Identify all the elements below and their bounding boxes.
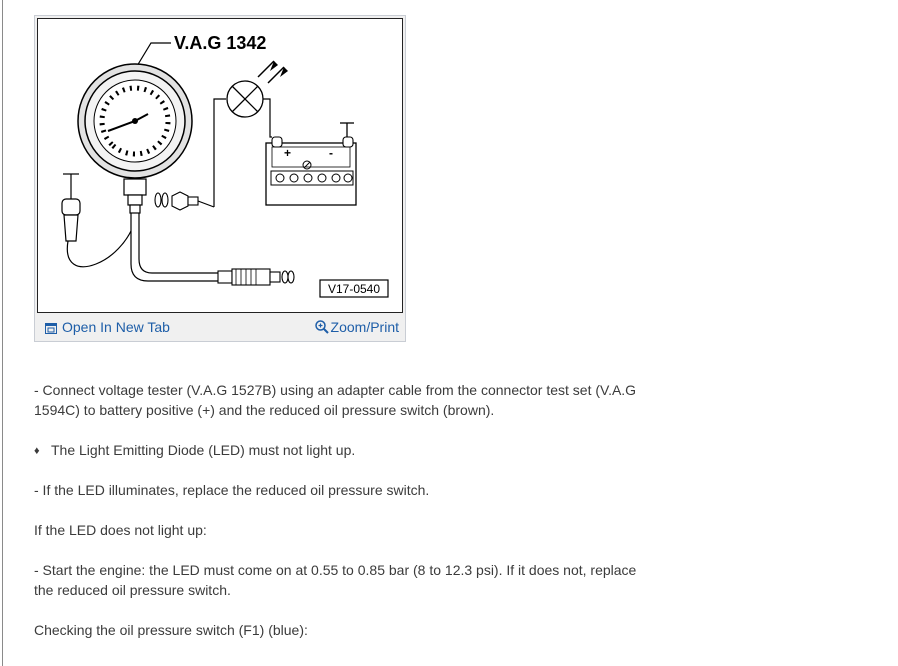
condition-led-not-lit: If the LED does not light up: xyxy=(34,522,207,538)
step-connect-line-2: 1594C) to battery positive (+) and the reduced oil pressure switch (brown). xyxy=(34,402,495,418)
battery-negative-mark: - xyxy=(329,146,333,160)
note-led-off xyxy=(34,440,654,461)
step-replace-if-lit: - If the LED illuminates, replace the reduced oil pressure switch. xyxy=(34,482,430,498)
wiring-diagram-image xyxy=(37,18,403,313)
light-rays xyxy=(258,61,288,83)
step-start-line-2: the reduced oil pressure switch. xyxy=(34,582,231,598)
open-in-new-tab-icon xyxy=(45,321,57,337)
figure-toolbar xyxy=(35,314,405,341)
open-in-new-tab-label: Open In New Tab xyxy=(62,319,170,335)
test-lamp xyxy=(227,81,263,117)
wire-switch-to-lamp xyxy=(214,99,226,207)
open-in-new-tab-link[interactable] xyxy=(45,319,170,337)
magnifier-zoom-icon xyxy=(315,320,329,337)
zoom-print-link[interactable] xyxy=(315,319,399,337)
note-led-text: The Light Emitting Diode (LED) must not light up. xyxy=(51,442,356,458)
battery xyxy=(266,137,356,205)
zoom-print-label: Zoom/Print xyxy=(330,319,399,335)
step-start-line-1: - Start the engine: the LED must come on at 0.55 to 0.85 bar (8 to 12.3 psi). If it does not, replace xyxy=(34,562,637,578)
pressure-gauge xyxy=(78,64,192,213)
hose-adapter xyxy=(218,269,294,285)
left-border-line xyxy=(2,0,3,666)
tool-label: V.A.G 1342 xyxy=(174,33,267,53)
section-heading-oil-pressure-switch: Checking the oil pressure switch (F1) (blue): xyxy=(34,622,308,638)
step-start-engine xyxy=(34,560,654,600)
oil-pressure-switch xyxy=(155,192,214,210)
wire-lamp-to-battery xyxy=(263,99,272,137)
tester-probe xyxy=(62,174,131,267)
wiring-diagram xyxy=(38,19,402,312)
battery-positive-mark: + xyxy=(284,146,292,160)
step-connect-line-1: - Connect voltage tester (V.A.G 1527B) using an adapter cable from the connector test set (V.A.G xyxy=(34,382,637,398)
diamond-bullet-icon: ♦ xyxy=(34,445,40,457)
figure-card xyxy=(34,15,406,342)
step-connect-tester xyxy=(34,380,654,420)
ground-symbol xyxy=(340,123,354,137)
figure-id: V17-0540 xyxy=(327,282,381,296)
